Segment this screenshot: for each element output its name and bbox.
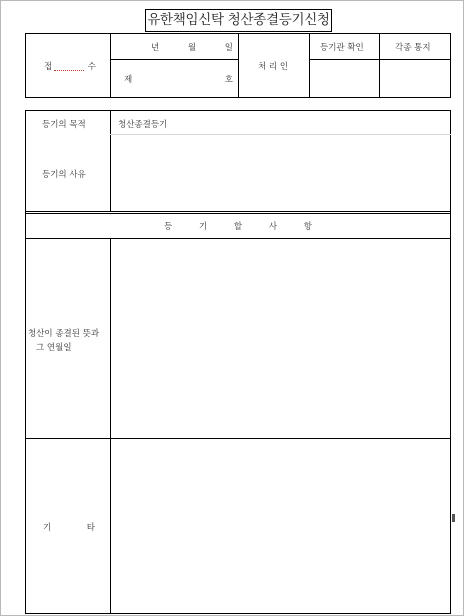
registrar-check-label: 등기관 확인 bbox=[320, 43, 364, 53]
date-day-char: 일 bbox=[224, 43, 233, 53]
reception-label-left: 접 bbox=[44, 62, 53, 72]
reception-date bbox=[151, 41, 233, 53]
reception-number bbox=[124, 73, 233, 85]
reception-dotted-line bbox=[54, 70, 84, 71]
matters-header-char: 사 bbox=[268, 222, 278, 232]
matters-header-char: 기 bbox=[198, 222, 208, 232]
scroll-marker[interactable] bbox=[452, 514, 455, 522]
matters-header bbox=[164, 220, 312, 232]
matters-header-char: 할 bbox=[233, 222, 243, 232]
reception-label-right: 수 bbox=[87, 62, 96, 72]
cause-label: 등기의 사유 bbox=[42, 170, 86, 180]
main-form-table bbox=[25, 110, 451, 614]
date-year-char: 년 bbox=[151, 43, 160, 53]
other-label bbox=[43, 521, 95, 533]
notifications-label: 각종 통지 bbox=[395, 43, 431, 53]
number-prefix-char: 제 bbox=[124, 75, 133, 85]
date-month-char: 월 bbox=[187, 43, 197, 53]
matters-header-char: 항 bbox=[303, 222, 312, 232]
number-suffix-char: 호 bbox=[224, 75, 233, 85]
page-title: 유한책임신탁 청산종결등기신청 bbox=[145, 9, 332, 32]
other-label-char: 타 bbox=[86, 523, 95, 533]
other-label-char: 기 bbox=[43, 523, 52, 533]
purpose-label: 등기의 목적 bbox=[42, 120, 86, 130]
processor-label: 처 리 인 bbox=[258, 62, 289, 72]
purpose-value: 청산종결등기 bbox=[118, 120, 168, 130]
liquidation-label-line2: 그 연월일 bbox=[36, 343, 72, 353]
liquidation-label-line1: 청산이 종결된 뜻과 bbox=[28, 329, 100, 339]
matters-header-char: 등 bbox=[164, 222, 173, 232]
